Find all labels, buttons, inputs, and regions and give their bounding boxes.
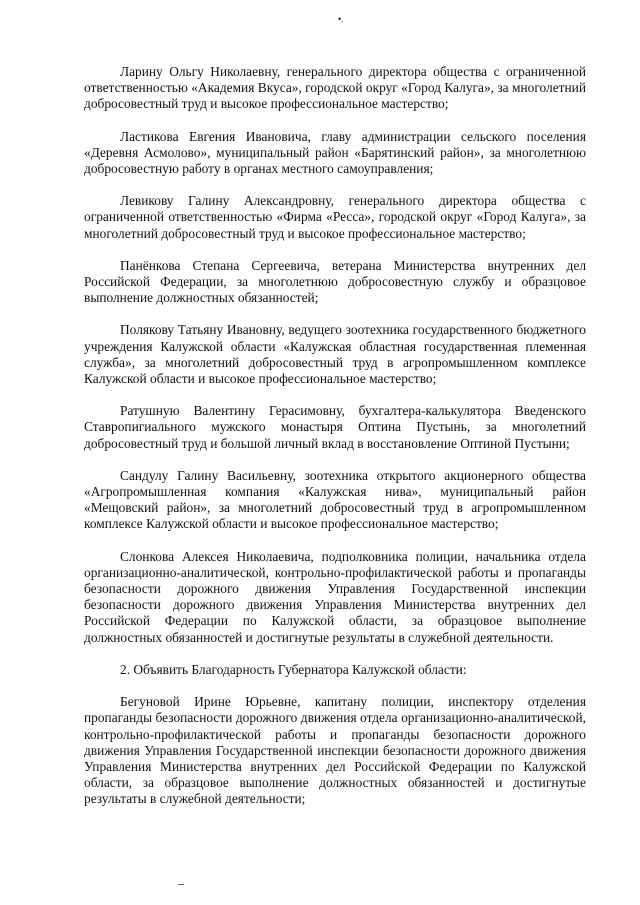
page-mark-bottom bbox=[178, 884, 184, 885]
award-paragraph-larina: Ларину Ольгу Николаевну, генерального директора общества с ограниченной ответственностью «Академия Вкуса», городской округ «Город Калуга», за многолетний добросовестный труд и высокое профессиональное мастерство; bbox=[84, 64, 586, 112]
award-paragraph-levikova: Левикову Галину Александровну, генерального директора общества с ограниченной ответственностью «Фирма «Ресса», городской округ «Город Калуга», за многолетний добросовестный труд и высокое профессиональное мастерство; bbox=[84, 193, 586, 241]
award-paragraph-lastikov: Ластикова Евгения Ивановича, главу администрации сельского поселения «Деревня Асмолово», муниципальный район «Барятинский район», за многолетнюю добросовестную работу в органах местного самоуправления; bbox=[84, 128, 586, 177]
page-mark: •. bbox=[338, 14, 344, 24]
award-paragraph-ratushnaya: Ратушную Валентину Герасимовну, бухгалтера-калькулятора Введенского Ставропигиального мужского монастыря Оптина Пустынь, за многолетний добросовестный труд и большой личный вклад в восстановление Оптиной Пустыни; bbox=[84, 403, 586, 451]
award-paragraph-panenkov: Панёнкова Степана Сергеевича, ветерана Министерства внутренних дел Российской Федерации, за многолетнюю добросовестную службу и образцовое выполнение должностных обязанностей; bbox=[84, 257, 586, 306]
gratitude-paragraph-begunova: Бегуновой Ирине Юрьевне, капитану полиции, инспектору отделения пропаганды безопасности дорожного движения отдела организационно-аналитической, контрольно-профилактической работы и пропаганды безопасности дорожного движения Управления Государственной инспекции безопасности дорожного движения Управления Министерства внутренних дел Российской Федерации по Калужской области, за образцовое выполнение должностных обязанностей и достигнутые результаты в служебной деятельности; bbox=[84, 694, 586, 807]
award-paragraph-sandulu: Сандулу Галину Васильевну, зоотехника открытого акционерного общества «Агропромышленная компания «Калужская нива», муниципальный район «Мещовский район», за многолетний добросовестный труд в агропромышленном комплексе Калужской области и высокое профессиональное мастерство; bbox=[84, 467, 586, 532]
document-body bbox=[84, 64, 586, 824]
section-heading-gratitude: 2. Объявить Благодарность Губернатора Калужской области: bbox=[120, 661, 467, 677]
award-paragraph-slonkov: Слонкова Алексея Николаевича, подполковника полиции, начальника отдела организационно-аналитической, контрольно-профилактической работы и пропаганды безопасности дорожного движения Управления Государственной инспекции безопасности дорожного движения Управления Министерства внутренних дел Российской Федерации по Калужской области, за образцовое выполнение должностных обязанностей и достигнутые результаты в служебной деятельности. bbox=[84, 548, 586, 645]
award-paragraph-polyakova: Полякову Татьяну Ивановну, ведущего зоотехника государственного бюджетного учреждения Калужской области «Калужская областная государственная племенная служба», за многолетний добросовестный труд в агропромышленном комплексе Калужской области и высокое профессиональное мастерство; bbox=[84, 322, 586, 387]
